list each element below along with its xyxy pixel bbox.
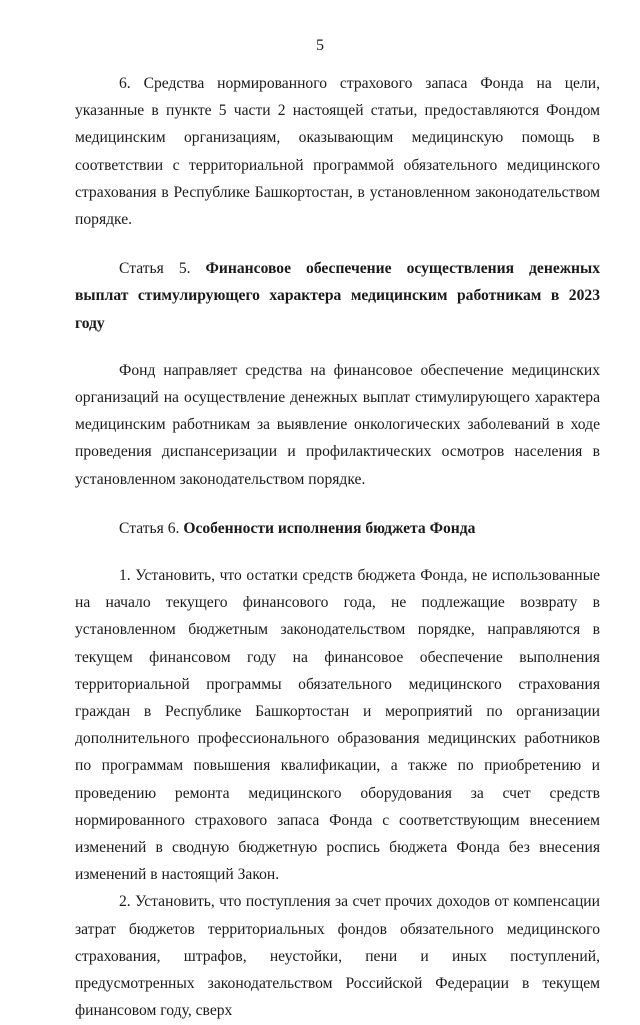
- article-5-title: Финансовое обеспечение осуществления денежных выплат стимулирующего характера медицинским работникам в 2023 году: [75, 260, 600, 332]
- article-6-heading: [75, 515, 600, 542]
- article-5-text: Фонд направляет средства на финансовое обеспечение медицинских организаций на осуществление денежных выплат стимулирующего характера медицинским работникам за выявление онкологических заболеваний в ходе проведения диспансеризации и профилактических осмотров населения в установленном законодательством порядке.: [75, 361, 600, 488]
- paragraph-funds-reserve: 6. Средства нормированного страхового запаса Фонда на цели, указанные в пункте 5 части 2 настоящей статьи, предоставляются Фондом медицинским организациям, оказывающим медицинскую помощь в соответствии с территориальной программой обязательного медицинского страхования в Республике Башкортостан, в установленном законодательством порядке.: [75, 75, 600, 229]
- article-5-prefix: Статья 5.: [119, 260, 206, 278]
- article-5-heading: [75, 255, 600, 337]
- article-6-title: Особенности исполнения бюджета Фонда: [183, 519, 476, 537]
- article-6-prefix: Статья 6.: [119, 519, 184, 537]
- article-6-paragraph-2: 2. Установить, что поступления за счет прочих доходов от компенсации затрат бюджетов территориальных фондов обязательного медицинского страхования, штрафов, неустойки, пени и иных поступлений, предусмотренных законодательством Российской Федерации в текущем финансовом году, сверх: [75, 893, 600, 1020]
- article-6-paragraph-1: 1. Установить, что остатки средств бюджета Фонда, не использованные на начало текущего финансового года, не подлежащие возврату в установленном бюджетным законодательством порядке, направляются в текущем финансовом году на финансовое обеспечение выполнения территориальной программы обязательного медицинского страхования граждан в Республике Башкортостан и мероприятий по организации дополнительного профессионального образования медицинских работников по программам повышения квалификации, а также по приобретению и проведению ремонта медицинского оборудования за счет средств нормированного страхового запаса Фонда с соответствующим внесением изменений в сводную бюджетную роспись бюджета Фонда без внесения изменений в настоящий Закон.: [75, 567, 600, 884]
- document-body: [75, 70, 600, 1025]
- page-number: 5: [316, 37, 324, 54]
